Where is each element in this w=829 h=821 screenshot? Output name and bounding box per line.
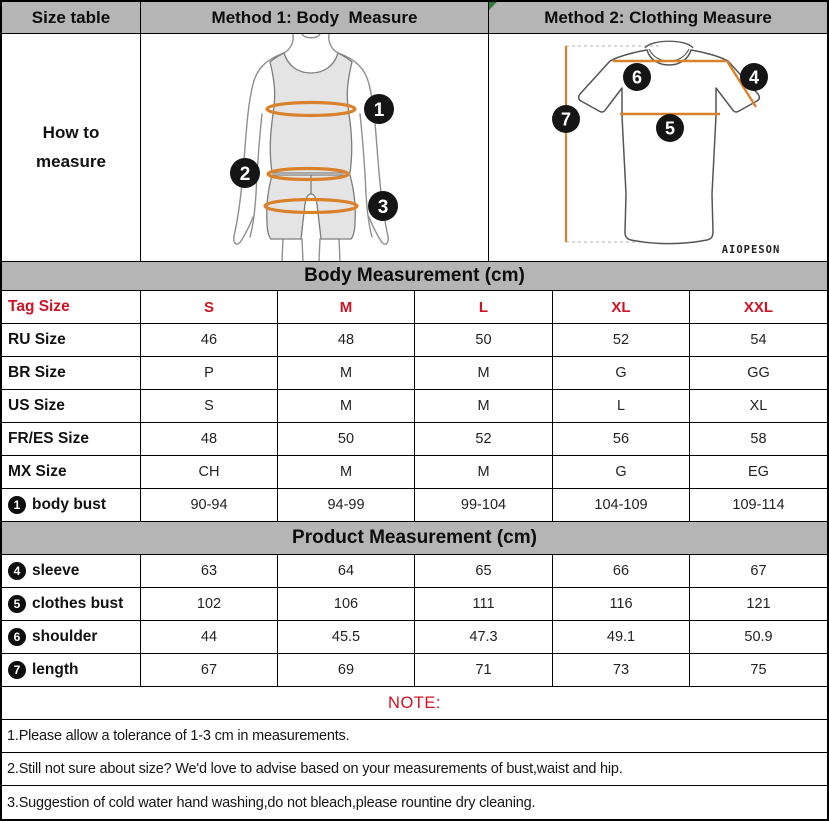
header-size-table (2, 2, 141, 34)
collar-inner (649, 49, 689, 61)
br-size-s: P (141, 357, 278, 390)
header-method-2 (489, 2, 827, 34)
circled-4-badge: 4 (8, 562, 26, 580)
body-figure-diagram (141, 34, 488, 261)
marker-3-number: 3 (377, 197, 389, 218)
body-measurement-title: Body Measurement (cm) (2, 262, 827, 291)
sleeve-row (2, 555, 827, 588)
clothes-bust-row (2, 588, 827, 621)
mx-size-l: M (415, 456, 553, 489)
length-xl: 73 (553, 654, 690, 687)
shoulder-row (2, 621, 827, 654)
clothes-bust-xl: 116 (553, 588, 690, 621)
circled-1-badge: 1 (8, 496, 26, 514)
circled-6-badge: 6 (8, 628, 26, 646)
shoulder-xl: 49.1 (553, 621, 690, 654)
shoulder-s: 44 (141, 621, 278, 654)
tshirt-diagram (489, 34, 827, 261)
fres-size-xxl: 58 (690, 423, 827, 456)
body-bust-xl: 104-109 (553, 489, 690, 522)
length-row (2, 654, 827, 687)
top-header-row (2, 2, 827, 34)
br-size-row (2, 357, 827, 390)
fres-size-l: 52 (415, 423, 553, 456)
size-col-s: S (141, 291, 278, 324)
fres-size-s: 48 (141, 423, 278, 456)
length-l: 71 (415, 654, 553, 687)
marker-6-number: 6 (631, 67, 643, 88)
circled-5-badge: 5 (8, 595, 26, 613)
green-corner-marker (489, 2, 497, 10)
br-size-xl: G (553, 357, 690, 390)
circled-7-badge: 7 (8, 661, 26, 679)
header-method-1 (141, 2, 489, 34)
shoulder-l: 47.3 (415, 621, 553, 654)
marker-7-number: 7 (560, 109, 572, 130)
note-item-1: 1.Please allow a tolerance of 1-3 cm in measurements. (2, 720, 827, 753)
sleeve-s: 63 (141, 555, 278, 588)
fres-size-row (2, 423, 827, 456)
ru-size-xl: 52 (553, 324, 690, 357)
clothes-bust-xxl: 121 (690, 588, 827, 621)
fres-size-label: FR/ES Size (2, 423, 141, 456)
ru-size-s: 46 (141, 324, 278, 357)
ru-size-label: RU Size (2, 324, 141, 357)
us-size-row (2, 390, 827, 423)
mx-size-m: M (278, 456, 415, 489)
length-label: 7 length (2, 654, 141, 687)
clothes-bust-l: 111 (415, 588, 553, 621)
mx-size-row (2, 456, 827, 489)
length-xxl: 75 (690, 654, 827, 687)
how-to-measure-label: How to measure (2, 34, 141, 262)
clothes-bust-m: 106 (278, 588, 415, 621)
size-col-m: M (278, 291, 415, 324)
fres-size-m: 50 (278, 423, 415, 456)
body-bust-row (2, 489, 827, 522)
clothes-bust-label: 5 clothes bust (2, 588, 141, 621)
shoulder-xxl: 50.9 (690, 621, 827, 654)
mx-size-xxl: EG (690, 456, 827, 489)
body-bust-xxl: 109-114 (690, 489, 827, 522)
clothes-bust-s: 102 (141, 588, 278, 621)
us-size-xl: L (553, 390, 690, 423)
body-bust-label: 1 body bust (2, 489, 141, 522)
br-size-xxl: GG (690, 357, 827, 390)
marker-2-number: 2 (239, 164, 251, 185)
tag-size-header-row (2, 291, 827, 324)
ru-size-m: 48 (278, 324, 415, 357)
sleeve-xxl: 67 (690, 555, 827, 588)
length-m: 69 (278, 654, 415, 687)
sleeve-xl: 66 (553, 555, 690, 588)
how-to-measure-row (2, 34, 827, 262)
ru-size-xxl: 54 (690, 324, 827, 357)
br-size-l: M (415, 357, 553, 390)
sleeve-label: 4 sleeve (2, 555, 141, 588)
size-col-l: L (415, 291, 553, 324)
us-size-s: S (141, 390, 278, 423)
note-title: NOTE: (2, 687, 827, 720)
us-size-label: US Size (2, 390, 141, 423)
length-s: 67 (141, 654, 278, 687)
note-item-3: 3.Suggestion of cold water hand washing,do not bleach,please rountine dry cleaning. (7, 794, 536, 811)
marker-4-number: 4 (748, 67, 760, 88)
body-measure-illustration (141, 34, 489, 262)
size-table-title: Size table (31, 7, 111, 27)
marker-1-number: 1 (373, 100, 385, 121)
ru-size-row (2, 324, 827, 357)
product-measurement-title: Product Measurement (cm) (2, 522, 827, 555)
brand-label: AIOPESON (721, 244, 781, 256)
us-size-l: M (415, 390, 553, 423)
ru-size-l: 50 (415, 324, 553, 357)
mx-size-xl: G (553, 456, 690, 489)
size-col-xxl: XXL (690, 291, 827, 324)
body-bust-l: 99-104 (415, 489, 553, 522)
method-1-title: Method 1: Body Measure (211, 7, 418, 27)
body-bust-s: 90-94 (141, 489, 278, 522)
sleeve-m: 64 (278, 555, 415, 588)
note-item-2: 2.Still not sure about size? We'd love to advise based on your measurements of bust,waist and hip. (2, 753, 827, 786)
marker-5-number: 5 (664, 118, 676, 139)
sleeve-l: 65 (415, 555, 553, 588)
br-size-label: BR Size (2, 357, 141, 390)
method-2-title: Method 2: Clothing Measure (544, 7, 772, 27)
clothing-measure-illustration (489, 34, 827, 262)
shoulder-m: 45.5 (278, 621, 415, 654)
us-size-xxl: XL (690, 390, 827, 423)
mx-size-label: MX Size (2, 456, 141, 489)
br-size-m: M (278, 357, 415, 390)
tshirt-outline (579, 50, 760, 244)
fres-size-xl: 56 (553, 423, 690, 456)
tag-size-header: Tag Size (2, 291, 141, 324)
us-size-m: M (278, 390, 415, 423)
size-col-xl: XL (553, 291, 690, 324)
body-bust-m: 94-99 (278, 489, 415, 522)
shoulder-label: 6 shoulder (2, 621, 141, 654)
collar-outer (645, 41, 693, 48)
mx-size-s: CH (141, 456, 278, 489)
